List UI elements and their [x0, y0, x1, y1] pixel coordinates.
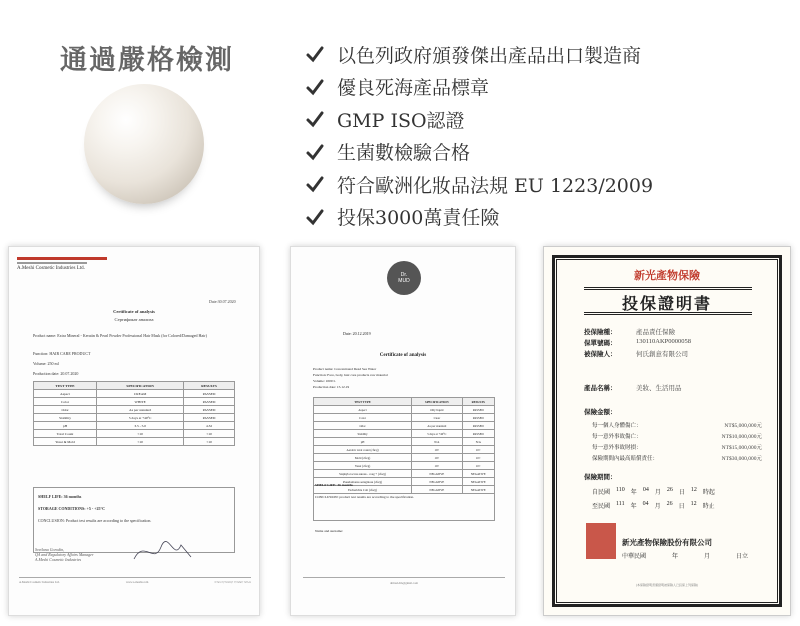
table-cell: 5 days at +40°C: [97, 414, 184, 422]
drmud-logo: [387, 261, 421, 295]
signatory: [35, 547, 94, 562]
table-row: [314, 422, 495, 430]
check-icon: [305, 44, 325, 64]
checklist-item: [305, 38, 653, 71]
shelf-life: SHELF LIFE: 36 months: [315, 483, 353, 487]
table-cell: As per standard: [97, 406, 184, 414]
checklist-item: [305, 168, 653, 201]
page-title: 通過嚴格檢測: [60, 45, 234, 76]
period-prefix: 自民國: [592, 490, 611, 496]
table-cell: NEGATIVE: [462, 486, 494, 494]
signatory-name: Svetlana Gorodin,: [35, 547, 65, 552]
table-cell: Total Count: [34, 430, 97, 438]
product-function: Function: Face, body, hair care products raw material: [313, 373, 388, 377]
check-icon: [305, 109, 325, 129]
table-cell: NEGATIVE: [462, 478, 494, 486]
unit-year: 年: [630, 504, 637, 510]
table-cell: Escherichia Coli (cfu/g): [314, 486, 412, 494]
table-cell: N/A: [462, 438, 494, 446]
table-cell: PASSED: [462, 430, 494, 438]
doc-footer: [303, 577, 505, 585]
product-name: Product name: Concentrated Dead Sea Water: [313, 367, 377, 371]
table-row: [314, 454, 495, 462]
amount-value: NT$15,000,000元: [721, 445, 762, 451]
logo-text: Dr.: [400, 272, 408, 278]
table-cell: 4.32: [184, 422, 235, 430]
doc-date: Date: 20.12.2019: [343, 331, 371, 336]
table-cell: 5 days at +40°C: [412, 430, 462, 438]
table-cell: PASSED: [462, 422, 494, 430]
table-row: [34, 438, 235, 446]
table-header: [34, 382, 235, 390]
header-cell: RESULTS: [462, 398, 494, 406]
table-cell: Yeast (cfu/g): [314, 462, 412, 470]
table-cell: Color: [34, 398, 97, 406]
table-cell: Aspect: [314, 406, 412, 414]
storage-conditions: STORAGE CONDITIONS: +5 - +25°C: [38, 506, 105, 511]
table-row: [314, 430, 495, 438]
table-row: [314, 438, 495, 446]
unit-month: 月: [654, 504, 661, 510]
amount-row: [592, 443, 762, 451]
table-cell: Odor: [34, 406, 97, 414]
amount-value: NT$30,000,000元: [721, 456, 762, 462]
doc-footer: [19, 577, 251, 584]
table-cell: CREAM: [97, 390, 184, 398]
table-cell: <10: [97, 430, 184, 438]
header-cell: TEST TYPE: [314, 398, 412, 406]
issue-date: [622, 551, 748, 560]
period-day: 26: [666, 501, 673, 507]
table-row: [34, 430, 235, 438]
checklist-label: 投保3000萬責任險: [337, 207, 500, 230]
field-key: 產品名稱：: [584, 385, 617, 392]
pearl-image: [84, 84, 204, 204]
table-cell: Pseudomonas aeruginosa (cfu/g): [314, 478, 412, 486]
checklist-label: 生菌數檢驗合格: [337, 142, 471, 165]
unit-year: 年: [630, 490, 637, 496]
period-suffix: 時起: [702, 490, 715, 496]
table-cell: Stability: [314, 430, 412, 438]
product-name: Product name: Extra Mineral - Keratin & Pearl Powder Professional Hair Mask (for Colored/Damaged Hair): [33, 333, 207, 338]
table-cell: 10>: [412, 446, 462, 454]
unit-month: 月: [654, 490, 661, 496]
amount-row: [592, 432, 762, 440]
table-cell: 10>: [462, 454, 494, 462]
check-icon: [305, 77, 325, 97]
amount-row: [592, 421, 762, 429]
table-row: [34, 390, 235, 398]
amount-label: 保險金額：: [584, 409, 617, 416]
table-cell: N/A: [412, 438, 462, 446]
doc-title: Certificate of analysis: [113, 309, 155, 314]
table-cell: PASSED: [462, 406, 494, 414]
table-cell: Mold (cfu/g): [314, 454, 412, 462]
amount-row: [592, 454, 762, 462]
field-value: 何氏創意有限公司: [636, 351, 688, 358]
insurance-certificate: [543, 246, 791, 616]
production-date: Production date: 15.12.19: [313, 385, 350, 389]
field-value: 130110AKP0000058: [636, 338, 692, 345]
table-cell: 10>: [412, 454, 462, 462]
table-cell: NEGATIVE: [412, 470, 462, 478]
checklist-item: [305, 71, 653, 104]
doc-title: Certificate of analysis: [379, 353, 427, 358]
issuer-name: 新光產物保險股份有限公司: [622, 538, 712, 547]
company-name: A.Meshi Cosmetic Industries Ltd.: [17, 266, 85, 271]
table-header: [314, 398, 495, 406]
table-cell: Aspect: [34, 390, 97, 398]
signatory-company: A.Meshi Cosmetic Industries: [35, 557, 82, 562]
table-cell: PASSED: [184, 390, 235, 398]
field-value: 產品責任保險: [636, 329, 675, 336]
field-value: 美妝、生活用品: [636, 385, 682, 392]
check-icon: [305, 142, 325, 162]
field-row: [584, 383, 682, 392]
signature-image: [129, 537, 199, 567]
insurer-logo: 新光產物保險: [634, 270, 700, 282]
checklist-label: 符合歐洲化妝品法規 EU 1223/2009: [337, 174, 654, 197]
table-cell: Clear: [412, 414, 462, 422]
period-hour: 12: [690, 487, 697, 493]
table-cell: PASSED: [184, 414, 235, 422]
checklist-item: [305, 136, 653, 169]
checklist-label: 優良死海產品標章: [337, 77, 490, 100]
period-year: 110: [616, 487, 625, 493]
certificate-ameshi: [8, 246, 260, 616]
table-cell: Yeast & Mold: [34, 438, 97, 446]
footer-website: www.a-meshi.com: [125, 580, 149, 584]
fine-print: (本保險證明書僅證明被保險人已投保上列保險): [636, 583, 698, 587]
table-cell: PASSED: [184, 398, 235, 406]
checklist-item: [305, 201, 653, 234]
product-volume: Volume: 250 ml: [33, 361, 59, 366]
company-seal: [586, 523, 616, 559]
shelf-life: SHELF LIFE: 36 months: [38, 494, 82, 499]
field-row: [584, 327, 675, 336]
table-cell: As per standard: [412, 422, 462, 430]
field-row: [584, 349, 688, 358]
footer-company: A.Meshi Cosmetic Industries Ltd.: [19, 580, 60, 584]
table-cell: 10>: [462, 446, 494, 454]
check-icon: [305, 174, 325, 194]
unit-day: 日: [678, 490, 685, 496]
table-cell: PASSED: [462, 414, 494, 422]
table-cell: pH: [314, 438, 412, 446]
check-icon: [305, 207, 325, 227]
name-signature: Name and surname:: [315, 529, 343, 533]
header-cell: SPECIFICATION: [97, 382, 184, 390]
period-to: [592, 501, 715, 510]
table-row: [314, 406, 495, 414]
field-key: 被保險人：: [584, 351, 617, 358]
field-row: [584, 338, 691, 347]
period-month: 04: [642, 487, 649, 493]
amount-key: 每一個人身體傷亡：: [592, 423, 642, 429]
table-row: [314, 462, 495, 470]
checklist-item: [305, 103, 653, 136]
amount-key: 每一意外事故傷亡：: [592, 434, 642, 440]
table-cell: Aerobic total count (cfu/g): [314, 446, 412, 454]
period-hour: 12: [690, 501, 697, 507]
table-row: [314, 414, 495, 422]
table-cell: pH: [34, 422, 97, 430]
header-cell: RESULTS: [184, 382, 235, 390]
amount-key: 每一意外事故財損：: [592, 445, 642, 451]
product-volume: Volume: 1000 L: [313, 379, 336, 383]
doc-title: 投保證明書: [621, 296, 712, 313]
signatory-role: QA and Regulatory Affairs Manager: [35, 552, 94, 557]
amount-value: NT$5,000,000元: [724, 423, 762, 429]
results-table: [33, 381, 235, 446]
table-cell: Oily liquid: [412, 406, 462, 414]
period-from: [592, 487, 715, 496]
period-prefix: 至民國: [592, 504, 611, 510]
period-year: 111: [616, 501, 625, 507]
issue-date-part: 月: [704, 554, 711, 560]
table-cell: NEGATIVE: [412, 478, 462, 486]
period-day: 26: [666, 487, 673, 493]
product-function: Function: HAIR CARE PRODUCT: [33, 351, 91, 356]
production-date: Production date: 20.07.2020: [33, 371, 79, 376]
issue-date-part: 年: [672, 554, 679, 560]
table-cell: WHITE: [97, 398, 184, 406]
amount-key: 保險期間內最高賠償責任：: [592, 456, 659, 462]
field-key: 保單號碼：: [584, 340, 617, 347]
table-cell: 3.5 - 5.0: [97, 422, 184, 430]
table-cell: NEGATIVE: [412, 486, 462, 494]
checklist: [305, 38, 653, 233]
conclusion: CONCLUSION: product test results are according to the specification.: [315, 495, 415, 499]
amount-value: NT$10,000,000元: [721, 434, 762, 440]
table-cell: 10>: [462, 462, 494, 470]
table-cell: <10: [97, 438, 184, 446]
period-suffix: 時止: [702, 504, 715, 510]
company-logo: [17, 255, 107, 271]
header-cell: TEST TYPE: [34, 382, 97, 390]
table-row: [34, 414, 235, 422]
checklist-label: GMP ISO認證: [337, 109, 465, 132]
footer-email: drmud.dm@gmail.com: [390, 581, 418, 585]
header-cell: SPECIFICATION: [412, 398, 462, 406]
checklist-label: 以色列政府頒發傑出產品出口製造商: [337, 44, 642, 67]
table-row: [314, 446, 495, 454]
certificate-drmud: [290, 246, 516, 616]
table-cell: 10>: [412, 462, 462, 470]
doc-subtitle: Сертификат анализа: [114, 317, 154, 322]
table-cell: Color: [314, 414, 412, 422]
table-cell: Staphylococcus aureus - coag + (cfu/g): [314, 470, 412, 478]
table-cell: PASSED: [184, 406, 235, 414]
period-month: 04: [642, 501, 649, 507]
table-row: [34, 422, 235, 430]
table-cell: NEGATIVE: [462, 470, 494, 478]
logo-text: MUD: [398, 278, 410, 284]
table-cell: <10: [184, 438, 235, 446]
issue-date-part: 日立: [736, 554, 749, 560]
unit-day: 日: [678, 504, 685, 510]
footer-hebrew: א.משי תעשיות קוסמטיקה בע"מ: [214, 580, 251, 584]
table-cell: Odor: [314, 422, 412, 430]
doc-date: Date:30.07.2020: [209, 299, 236, 304]
issue-date-part: 中華民國: [622, 554, 647, 560]
table-row: [34, 406, 235, 414]
conclusion: CONCLUSION: Product test results are according to the specification.: [38, 518, 152, 523]
field-key: 投保險種：: [584, 329, 617, 336]
table-row: [34, 398, 235, 406]
table-cell: <10: [184, 430, 235, 438]
table-cell: Stability: [34, 414, 97, 422]
period-label: 保險期間：: [584, 474, 617, 481]
